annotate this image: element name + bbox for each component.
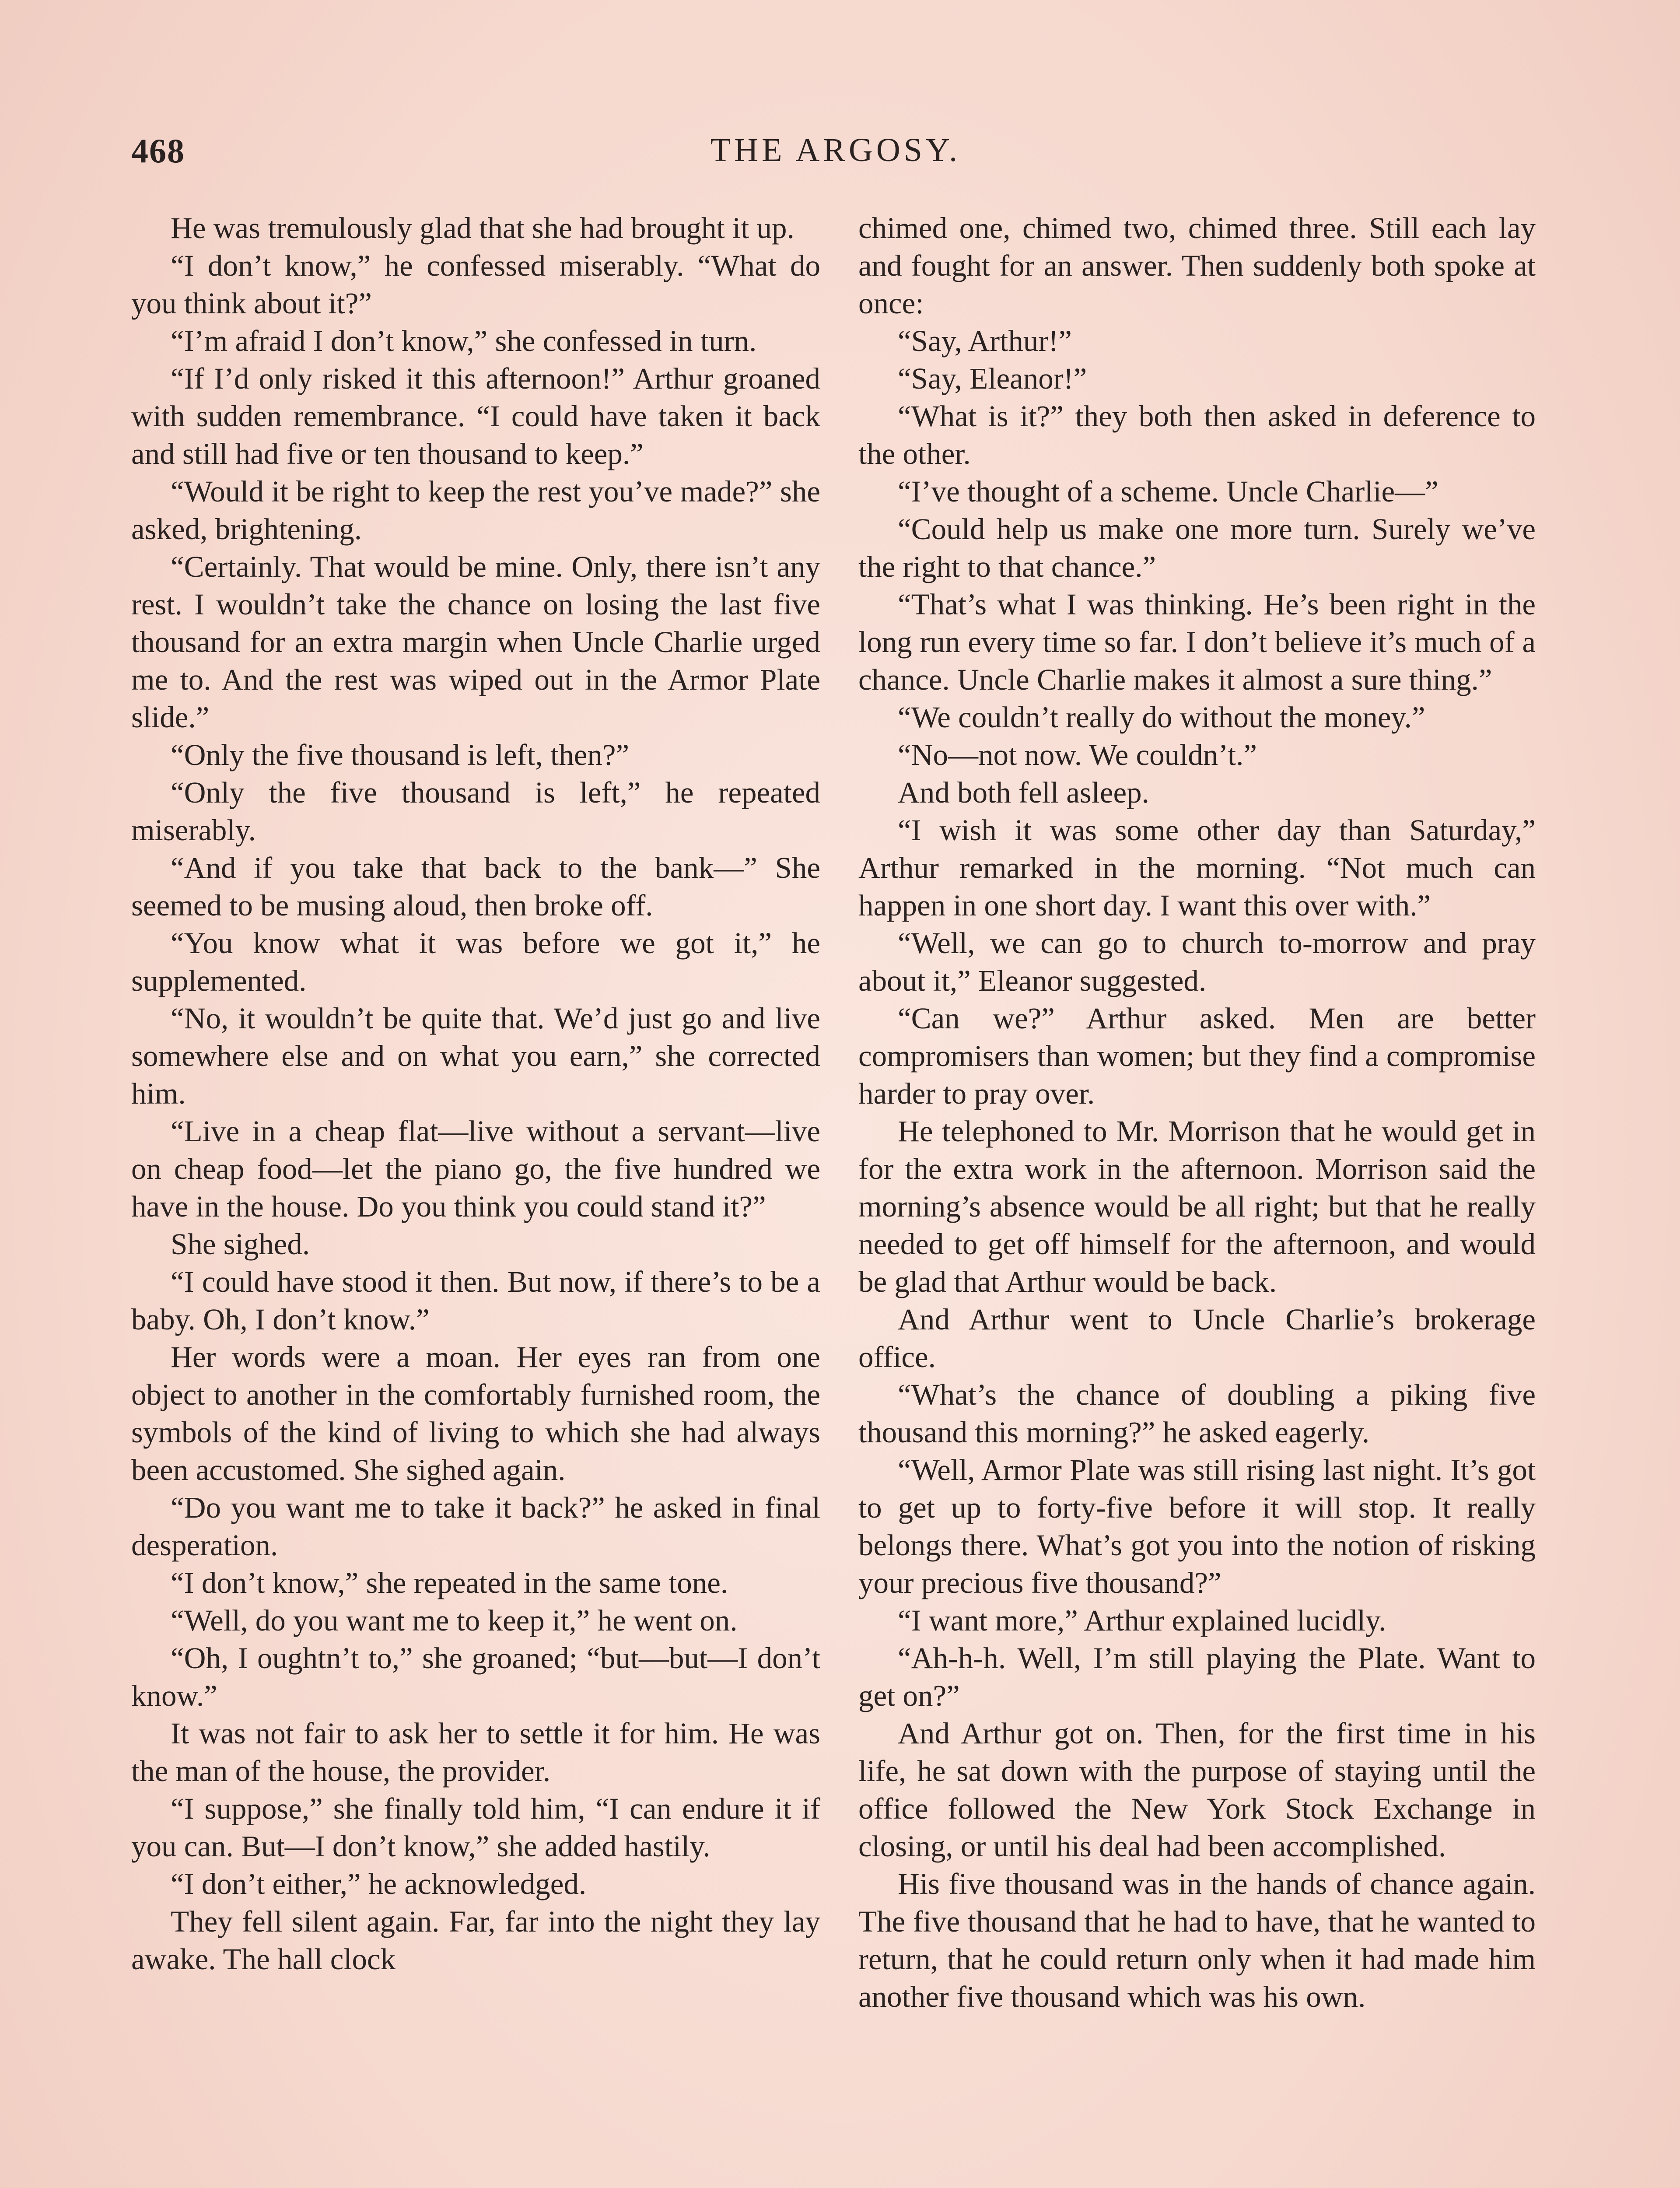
paragraph: “And if you take that back to the bank—” She seemed to be musing aloud, then broke off. <box>131 851 820 922</box>
paragraph: “I’ve thought of a scheme. Uncle Charlie—” <box>898 475 1438 508</box>
paragraph: “Only the five thousand is left,” he repeated miserably. <box>131 776 820 847</box>
paragraph: “Do you want me to take it back?” he asked in final desperation. <box>131 1491 820 1562</box>
paragraph: He telephoned to Mr. Morrison that he would get in for the extra work in the afternoon. Morrison said the morning’s absence would be all right; but that he really needed to get off himself for the afternoon, and would be glad that Arthur would be back. <box>858 1115 1536 1298</box>
paragraph: “Only the five thousand is left, then?” <box>171 738 630 771</box>
paragraph: “No—not now. We couldn’t.” <box>898 738 1257 771</box>
right-column <box>858 209 1536 2016</box>
running-head: THE ARGOSY. <box>710 132 961 168</box>
paragraph: And both fell asleep. <box>898 776 1149 809</box>
paragraph: “What’s the chance of doubling a piking five thousand this morning?” he asked eagerly. <box>858 1378 1536 1449</box>
paragraph: chimed one, chimed two, chimed three. Still each lay and fought for an answer. Then suddenly both spoke at once: <box>858 211 1536 320</box>
left-column <box>131 209 820 1978</box>
paragraph: Her words were a moan. Her eyes ran from one object to another in the comfortably furnished room, the symbols of the kind of living to which she had always been accustomed. She sighed again. <box>131 1340 820 1487</box>
paragraph: “No, it wouldn’t be quite that. We’d just go and live somewhere else and on what you earn,” she corrected him. <box>131 1002 820 1110</box>
paragraph: “We couldn’t really do without the money.” <box>898 701 1425 734</box>
paragraph: He was tremulously glad that she had brought it up. <box>171 211 794 245</box>
paragraph: “You know what it was before we got it,” he supplemented. <box>131 926 820 997</box>
paragraph: “I don’t either,” he acknowledged. <box>171 1867 587 1900</box>
paragraph: “Say, Eleanor!” <box>898 362 1087 395</box>
paragraph: She sighed. <box>171 1227 310 1261</box>
paragraph: “Could help us make one more turn. Surely we’ve the right to that chance.” <box>858 512 1536 583</box>
paragraph: His five thousand was in the hands of chance again. The five thousand that he had to have, that he wanted to return, that he could return only when it had made him another five thousand which was his own. <box>858 1867 1536 2013</box>
paragraph: “I wish it was some other day than Saturday,” Arthur remarked in the morning. “Not much can happen in one short day. I want this over with.” <box>858 813 1536 922</box>
page-number: 468 <box>131 132 185 170</box>
paragraph: “Well, Armor Plate was still rising last night. It’s got to get up to forty-five before it will stop. It really belongs there. What’s got you into the notion of risking your precious five thousand?” <box>858 1453 1536 1599</box>
paragraph: “That’s what I was thinking. He’s been right in the long run every time so far. I don’t believe it’s much of a chance. Uncle Charlie makes it almost a sure thing.” <box>858 588 1536 696</box>
paragraph: “Live in a cheap flat—live without a servant—live on cheap food—let the piano go, the five hundred we have in the house. Do you think you could stand it?” <box>131 1115 820 1223</box>
paragraph: “I don’t know,” he confessed miserably. “What do you think about it?” <box>131 249 820 320</box>
paragraph: “Oh, I oughtn’t to,” she groaned; “but—but—I don’t know.” <box>131 1641 820 1712</box>
paragraph: “If I’d only risked it this afternoon!” Arthur groaned with sudden remembrance. “I could have taken it back and still had five or ten thousand to keep.” <box>131 362 820 470</box>
paragraph: “Ah-h-h. Well, I’m still playing the Plate. Want to get on?” <box>858 1641 1536 1712</box>
paragraph: “Would it be right to keep the rest you’ve made?” she asked, brightening. <box>131 475 820 546</box>
paragraph: “I suppose,” she finally told him, “I can endure it if you can. But—I don’t know,” she added hastily. <box>131 1792 820 1863</box>
paragraph: “What is it?” they both then asked in deference to the other. <box>858 400 1536 470</box>
paragraph: “I don’t know,” she repeated in the same tone. <box>171 1566 728 1599</box>
paragraph: “Say, Arthur!” <box>898 324 1072 358</box>
paragraph: “I want more,” Arthur explained lucidly. <box>898 1604 1386 1637</box>
paragraph: “Can we?” Arthur asked. Men are better compromisers than women; but they find a compromise harder to pray over. <box>858 1002 1536 1110</box>
paragraph: “Certainly. That would be mine. Only, there isn’t any rest. I wouldn’t take the chance on losing the last five thousand for an extra margin when Uncle Charlie urged me to. And the rest was wiped out in the Armor Plate slide.” <box>131 550 820 734</box>
page-header <box>131 131 1540 179</box>
paragraph: “Well, we can go to church to-morrow and pray about it,” Eleanor suggested. <box>858 926 1536 997</box>
paragraph: “I could have stood it then. But now, if there’s to be a baby. Oh, I don’t know.” <box>131 1265 820 1336</box>
paragraph: And Arthur got on. Then, for the first time in his life, he sat down with the purpose of staying until the office followed the New York Stock Exchange in closing, or until his deal had been accomplished. <box>858 1717 1536 1863</box>
paragraph: And Arthur went to Uncle Charlie’s brokerage office. <box>858 1303 1536 1374</box>
paragraph: They fell silent again. Far, far into the night they lay awake. The hall clock <box>131 1905 820 1976</box>
paragraph: It was not fair to ask her to settle it for him. He was the man of the house, the provider. <box>131 1717 820 1788</box>
paragraph: “I’m afraid I don’t know,” she confessed in turn. <box>171 324 757 358</box>
paragraph: “Well, do you want me to keep it,” he went on. <box>171 1604 738 1637</box>
